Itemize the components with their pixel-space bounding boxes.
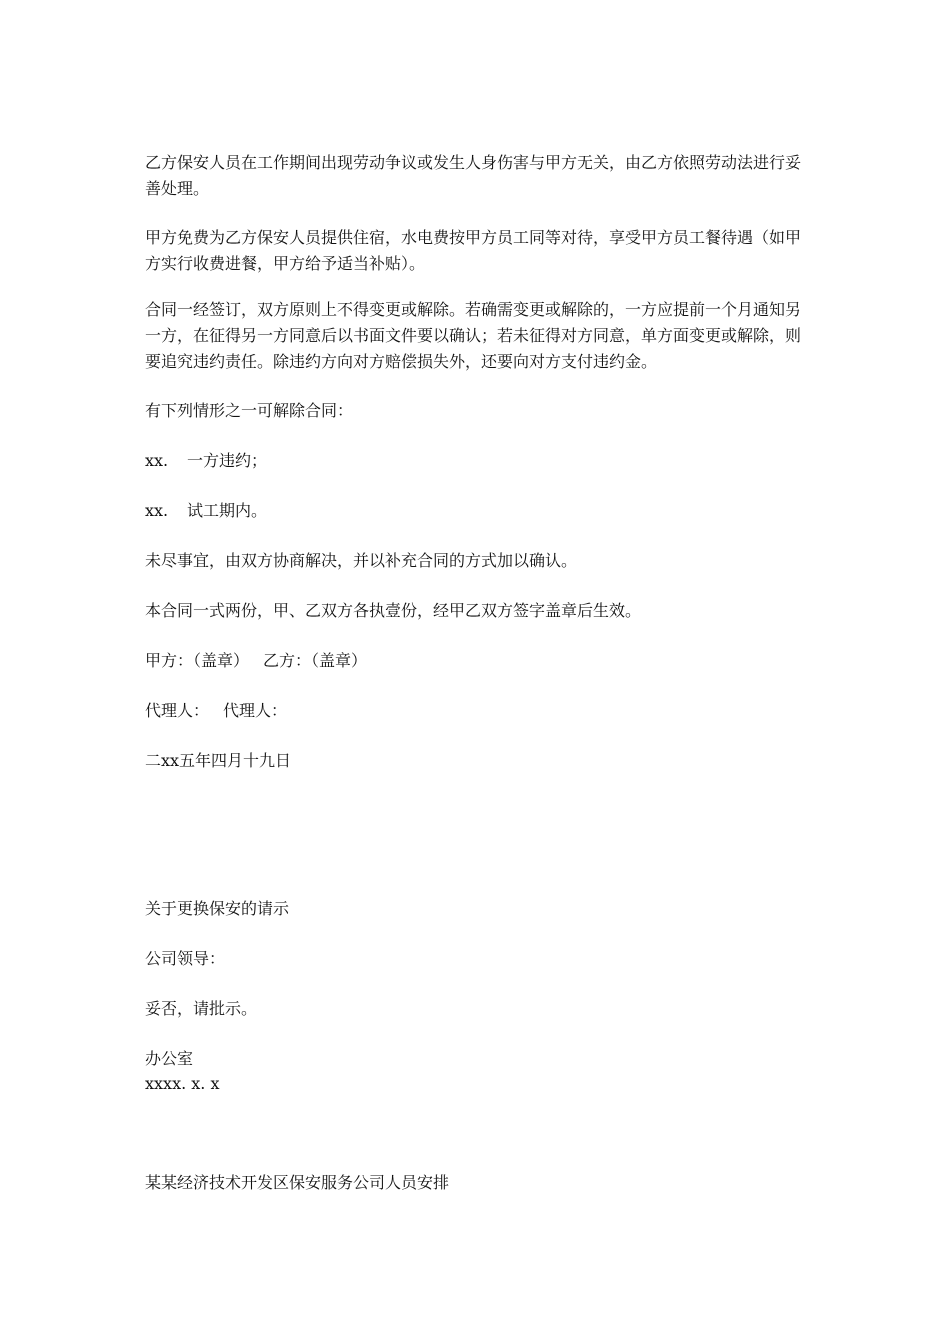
paragraph-accommodation: 甲方免费为乙方保安人员提供住宿，水电费按甲方员工同等对待，享受甲方员工餐待遇（如甲方实行收费进餐，甲方给予适当补贴）。 — [145, 228, 802, 273]
signature-agents — [145, 698, 815, 724]
contract-date: 二xx五年四月十九日 — [145, 751, 292, 770]
paragraph-dispute-liability: 乙方保安人员在工作期间出现劳动争议或发生人身伤害与甲方无关，由乙方依照劳动法进行妥善处理。 — [145, 153, 802, 198]
list-item — [145, 498, 815, 524]
request-title: 关于更换保安的请示 — [145, 899, 290, 918]
paragraph-contract-change: 合同一经签订，双方原则上不得变更或解除。若确需变更或解除的，一方应提前一个月通知另一方，在征得另一方同意后以书面文件要以确认；若未征得对方同意，单方面变更或解除，则要追究违约责任。除违约方向对方赔偿损失外，还要向对方支付违约金。 — [145, 300, 802, 371]
request-salutation: 公司领导： — [145, 949, 226, 968]
party-b-seal: 乙方：（盖章） — [263, 651, 368, 670]
list-item-text: 试工期内。 — [187, 501, 268, 520]
request-closing: 妥否，请批示。 — [145, 999, 258, 1018]
list-item-text: 一方违约； — [187, 451, 268, 470]
party-a-seal: 甲方：（盖章） — [145, 651, 250, 670]
signature-parties — [145, 648, 815, 674]
paragraph-unresolved-matters: 未尽事宜，由双方协商解决，并以补充合同的方式加以确认。 — [145, 551, 578, 570]
list-item-number: xx. — [145, 501, 169, 520]
paragraph-copies: 本合同一式两份，甲、乙双方各执壹份，经甲乙双方签字盖章后生效。 — [145, 601, 642, 620]
section-title: 某某经济技术开发区保安服务公司人员安排 — [145, 1173, 450, 1192]
request-department: 办公室 — [145, 1049, 194, 1068]
list-item — [145, 448, 815, 474]
party-a-agent: 代理人： — [145, 701, 210, 720]
request-date: xxxx. x. x — [145, 1074, 220, 1093]
list-item-number: xx. — [145, 451, 169, 470]
paragraph-termination-conditions: 有下列情形之一可解除合同： — [145, 401, 354, 420]
party-b-agent: 代理人： — [223, 701, 288, 720]
